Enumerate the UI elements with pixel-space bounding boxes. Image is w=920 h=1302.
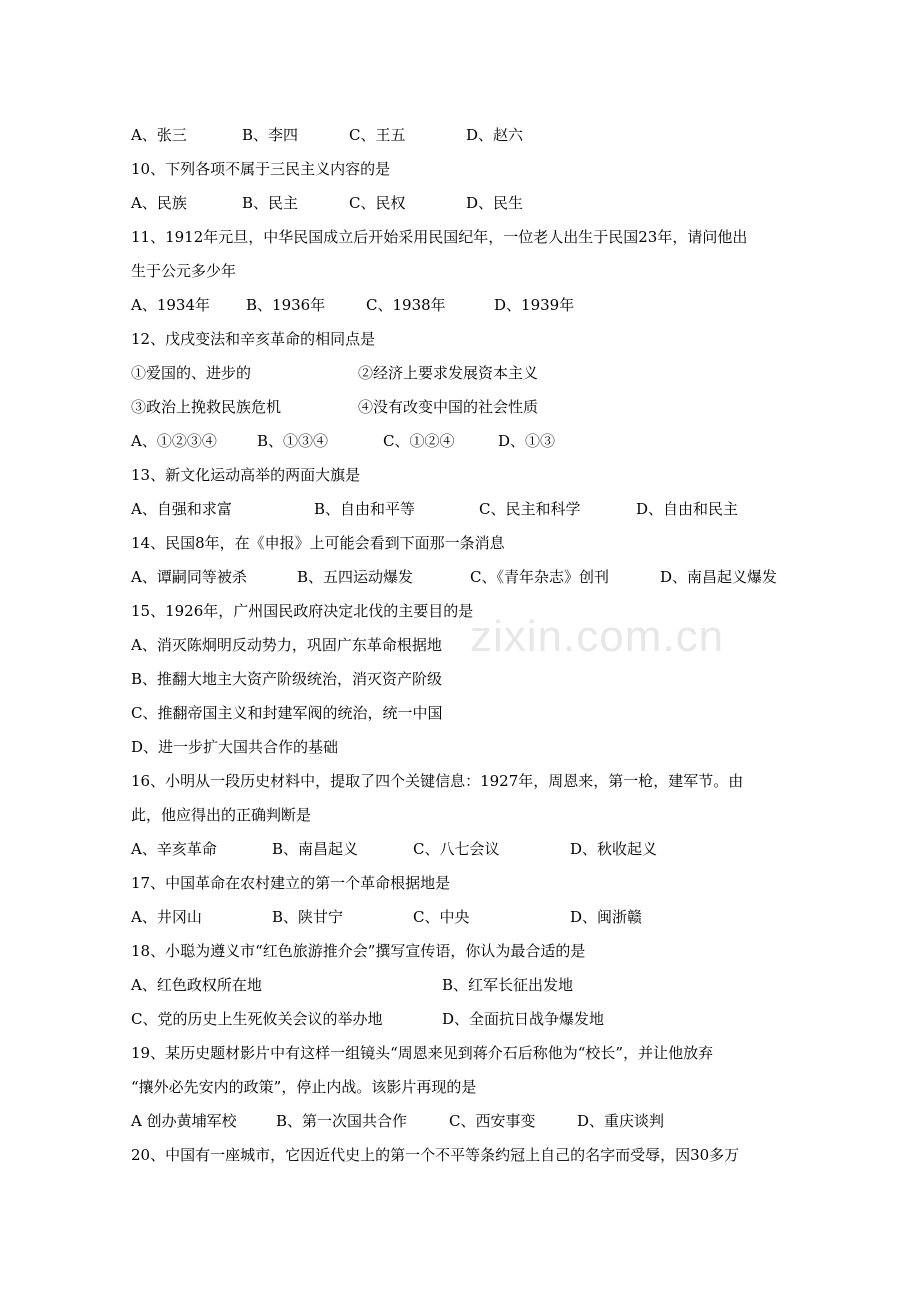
q12-item-1: ①爱国的、进步的: [131, 364, 252, 382]
q12-item-2: ②经济上要求发展资本主义: [358, 364, 539, 382]
q19-option-d: D、重庆谈判: [577, 1112, 665, 1130]
q17-option-c: C、中央: [413, 908, 470, 926]
q11-stem-line1: 11、1912年元旦，中华民国成立后开始采用民国纪年，一位老人出生于民国23年，请问他出: [131, 228, 748, 246]
q16-option-c: C、八七会议: [413, 840, 500, 858]
q16-option-a: A、辛亥革命: [131, 840, 217, 858]
q19-stem-line2: “攘外必先安内的政策”，停止内战。该影片再现的是: [131, 1078, 477, 1096]
q10-option-b: B、民主: [242, 194, 299, 212]
q13-stem: 13、新文化运动高举的两面大旗是: [131, 466, 361, 484]
q16-option-b: B、南昌起义: [272, 840, 359, 858]
q15-stem: 15、1926年，广州国民政府决定北伐的主要目的是: [131, 602, 474, 620]
q14-option-c: C、《青年杂志》创刊: [470, 568, 609, 586]
q15-option-a: A、消灭陈炯明反动势力，巩固广东革命根据地: [131, 636, 442, 654]
q15-option-b: B、推翻大地主大资产阶级统治，消灭资产阶级: [131, 670, 443, 688]
q12-option-c: C、①②④: [383, 432, 455, 450]
q14-stem: 14、民国8年，在《申报》上可能会看到下面那一条消息: [131, 534, 505, 552]
q19-option-b: B、第一次国共合作: [276, 1112, 408, 1130]
q13-option-a: A、自强和求富: [131, 500, 232, 518]
q11-option-a: A、1934年: [131, 296, 211, 314]
q10-option-a: A、民族: [131, 194, 187, 212]
q16-stem-line2: 此，他应得出的正确判断是: [131, 806, 312, 824]
q11-option-d: D、1939年: [494, 296, 575, 314]
q14-option-b: B、五四运动爆发: [297, 568, 414, 586]
q9-option-a: A、张三: [131, 126, 187, 144]
q15-option-c: C、推翻帝国主义和封建军阀的统治，统一中国: [131, 704, 443, 722]
q11-option-b: B、1936年: [246, 296, 326, 314]
q14-option-d: D、南昌起义爆发: [660, 568, 778, 586]
q16-stem-line1: 16、小明从一段历史材料中，提取了四个关键信息：1927年，周恩来，第一枪，建军节。由: [131, 772, 744, 790]
q10-option-d: D、民生: [466, 194, 524, 212]
q9-option-c: C、王五: [349, 126, 406, 144]
q9-option-d: D、赵六: [466, 126, 524, 144]
q13-option-d: D、自由和民主: [636, 500, 739, 518]
watermark: zixin.com.cn: [470, 612, 725, 661]
q20-stem-line1: 20、中国有一座城市，它因近代史上的第一个不平等条约冠上自己的名字而受辱，因30多万: [131, 1146, 740, 1164]
q18-option-b: B、红军长征出发地: [442, 976, 574, 994]
q10-stem: 10、下列各项不属于三民主义内容的是: [131, 160, 391, 178]
q13-option-b: B、自由和平等: [314, 500, 416, 518]
q12-item-4: ④没有改变中国的社会性质: [358, 398, 539, 416]
q12-option-d: D、①③: [498, 432, 556, 450]
q11-stem-line2: 生于公元多少年: [131, 262, 237, 280]
q16-option-d: D、秋收起义: [570, 840, 658, 858]
q18-option-a: A、红色政权所在地: [131, 976, 262, 994]
q17-option-a: A、井冈山: [131, 908, 202, 926]
q12-option-b: B、①③④: [257, 432, 329, 450]
q9-option-b: B、李四: [242, 126, 299, 144]
q12-stem: 12、戊戌变法和辛亥革命的相同点是: [131, 330, 376, 348]
q19-stem-line1: 19、某历史题材影片中有这样一组镜头“周恩来见到蒋介石后称他为“校长”，并让他放弃: [131, 1044, 714, 1062]
q12-option-a: A、①②③④: [131, 432, 217, 450]
q10-option-c: C、民权: [349, 194, 406, 212]
q17-stem: 17、中国革命在农村建立的第一个革命根据地是: [131, 874, 451, 892]
q18-stem: 18、小聪为遵义市“红色旅游推介会”撰写宣传语，你认为最合适的是: [131, 942, 586, 960]
q17-option-b: B、陕甘宁: [272, 908, 344, 926]
q17-option-d: D、闽浙赣: [570, 908, 643, 926]
q19-option-a: A 创办黄埔军校: [131, 1112, 237, 1130]
q12-item-3: ③政治上挽救民族危机: [131, 398, 282, 416]
q13-option-c: C、民主和科学: [479, 500, 581, 518]
q14-option-a: A、谭嗣同等被杀: [131, 568, 247, 586]
q18-option-c: C、党的历史上生死攸关会议的举办地: [131, 1010, 383, 1028]
q15-option-d: D、进一步扩大国共合作的基础: [131, 738, 339, 756]
q19-option-c: C、西安事变: [449, 1112, 536, 1130]
q11-option-c: C、1938年: [366, 296, 446, 314]
q18-option-d: D、全面抗日战争爆发地: [442, 1010, 605, 1028]
